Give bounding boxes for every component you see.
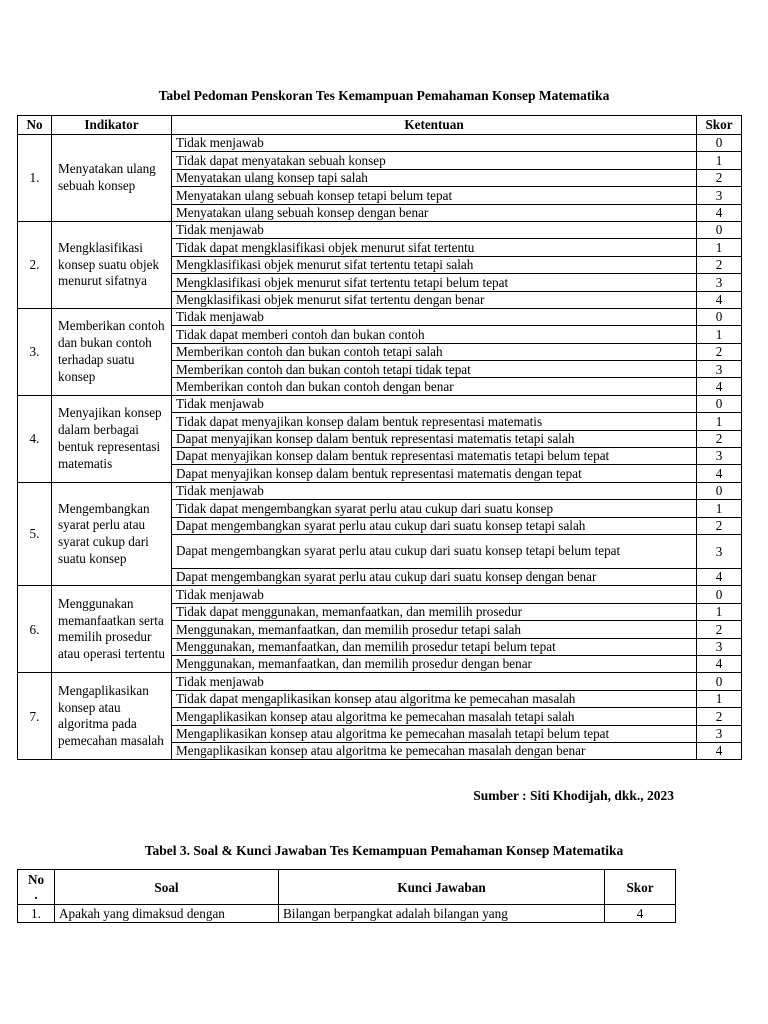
score-cell: 0 [697,395,742,412]
criteria-cell: Mengaplikasikan konsep atau algoritma ke pemecahan masalah tetapi salah [172,708,697,725]
criteria-cell: Tidak dapat menyatakan sebuah konsep [172,152,697,169]
criteria-cell: Tidak menjawab [172,308,697,325]
score-cell: 2 [697,169,742,186]
score-cell: 4 [697,465,742,482]
indicator-text: Menyajikan konsep dalam berbagai bentuk representasi matematis [52,395,172,482]
score-cell: 3 [697,638,742,655]
question-key-table [17,869,676,923]
score-cell: 4 [697,655,742,672]
score-cell: 2 [697,621,742,638]
criteria-cell: Tidak dapat mengaplikasikan konsep atau algoritma ke pemecahan masalah [172,690,697,707]
score-cell: 0 [697,308,742,325]
table-row [18,673,742,690]
criteria-cell: Menyatakan ulang konsep tapi salah [172,169,697,186]
table3-header-row [18,870,676,905]
criteria-cell: Tidak dapat menyajikan konsep dalam bentuk representasi matematis [172,413,697,430]
table-row [18,395,742,412]
score-cell: 4 [697,378,742,395]
criteria-cell: Menggunakan, memanfaatkan, dan memilih prosedur tetapi belum tepat [172,638,697,655]
criteria-cell: Tidak menjawab [172,673,697,690]
criteria-cell: Mengklasifikasi objek menurut sifat tertentu tetapi salah [172,256,697,273]
score-cell: 4 [697,568,742,585]
score-cell: 1 [697,603,742,620]
score-cell: 2 [697,517,742,534]
scoring-guide-body [18,135,742,760]
criteria-cell: Dapat mengembangkan syarat perlu atau cukup dari suatu konsep tetapi salah [172,517,697,534]
criteria-cell: Menyatakan ulang sebuah konsep tetapi belum tepat [172,187,697,204]
score-cell: 1 [697,152,742,169]
criteria-cell: Menggunakan, memanfaatkan, dan memilih prosedur dengan benar [172,655,697,672]
score-cell: 2 [697,430,742,447]
header-no: No [18,116,52,135]
criteria-cell: Dapat menyajikan konsep dalam bentuk representasi matematis tetapi salah [172,430,697,447]
score-cell: 2 [697,343,742,360]
score-cell: 3 [697,448,742,465]
answer-key-text: Bilangan berpangkat adalah bilangan yang [279,905,605,923]
score-cell: 4 [697,204,742,221]
question-key-body [18,905,676,923]
question-text: Apakah yang dimaksud dengan [55,905,279,923]
score-cell: 3 [697,274,742,291]
score-cell: 0 [697,673,742,690]
table3-header-soal: Soal [55,870,279,905]
criteria-cell: Memberikan contoh dan bukan contoh dengan benar [172,378,697,395]
criteria-cell: Tidak menjawab [172,221,697,238]
indicator-number: 4. [18,395,52,482]
score-cell: 1 [697,413,742,430]
indicator-number: 7. [18,673,52,760]
indicator-number: 2. [18,221,52,308]
criteria-cell: Memberikan contoh dan bukan contoh tetapi salah [172,343,697,360]
score-cell: 1 [697,239,742,256]
score-cell: 3 [697,534,742,568]
criteria-cell: Dapat mengembangkan syarat perlu atau cukup dari suatu konsep dengan benar [172,568,697,585]
indicator-text: Memberikan contoh dan bukan contoh terhadap suatu konsep [52,308,172,395]
criteria-cell: Tidak menjawab [172,395,697,412]
score-cell: 3 [697,187,742,204]
criteria-cell: Memberikan contoh dan bukan contoh tetapi tidak tepat [172,361,697,378]
criteria-cell: Dapat menyajikan konsep dalam bentuk representasi matematis tetapi belum tepat [172,448,697,465]
score-cell: 4 [697,742,742,759]
score-cell: 1 [697,326,742,343]
score-cell: 2 [697,256,742,273]
indicator-number: 3. [18,308,52,395]
table3-header-kunci: Kunci Jawaban [279,870,605,905]
criteria-cell: Tidak menjawab [172,586,697,603]
indicator-number: 5. [18,482,52,586]
header-skor: Skor [697,116,742,135]
score-cell: 1 [697,500,742,517]
criteria-cell: Tidak menjawab [172,482,697,499]
indicator-text: Menggunakan memanfaatkan serta memilih prosedur atau operasi tertentu [52,586,172,673]
table-row [18,308,742,325]
header-row [18,116,742,135]
criteria-cell: Tidak dapat menggunakan, memanfaatkan, dan memilih prosedur [172,603,697,620]
score-cell: 0 [697,586,742,603]
criteria-cell: Mengaplikasikan konsep atau algoritma ke pemecahan masalah dengan benar [172,742,697,759]
table-row [18,135,742,152]
scoring-guide-table [17,115,742,760]
header-ketentuan: Ketentuan [172,116,697,135]
criteria-cell: Tidak dapat memberi contoh dan bukan contoh [172,326,697,343]
source-citation: Sumber : Siti Khodijah, dkk., 2023 [473,788,674,803]
score-cell: 0 [697,135,742,152]
table-row [18,221,742,238]
score-cell: 0 [697,221,742,238]
indicator-text: Mengaplikasikan konsep atau algoritma pada pemecahan masalah [52,673,172,760]
header-indikator: Indikator [52,116,172,135]
question-number: 1. [18,905,55,923]
criteria-cell: Dapat mengembangkan syarat perlu atau cukup dari suatu konsep tetapi belum tepat [172,534,697,568]
criteria-cell: Mengklasifikasi objek menurut sifat tertentu dengan benar [172,291,697,308]
table-row [18,482,742,499]
criteria-cell: Tidak dapat mengklasifikasi objek menurut sifat tertentu [172,239,697,256]
criteria-cell: Mengklasifikasi objek menurut sifat tertentu tetapi belum tepat [172,274,697,291]
indicator-number: 1. [18,135,52,222]
criteria-cell: Dapat menyajikan konsep dalam bentuk representasi matematis dengan tepat [172,465,697,482]
criteria-cell: Menggunakan, memanfaatkan, dan memilih prosedur tetapi salah [172,621,697,638]
criteria-cell: Mengaplikasikan konsep atau algoritma ke pemecahan masalah tetapi belum tepat [172,725,697,742]
question-score: 4 [605,905,676,923]
main-table-title: Tabel Pedoman Penskoran Tes Kemampuan Pemahaman Konsep Matematika [158,88,610,103]
score-cell: 0 [697,482,742,499]
score-cell: 4 [697,291,742,308]
table3-header-skor: Skor [605,870,676,905]
score-cell: 3 [697,725,742,742]
criteria-cell: Menyatakan ulang sebuah konsep dengan benar [172,204,697,221]
table3-header-no: No . [18,870,55,905]
criteria-cell: Tidak dapat mengembangkan syarat perlu atau cukup dari suatu konsep [172,500,697,517]
score-cell: 2 [697,708,742,725]
indicator-text: Menyatakan ulang sebuah konsep [52,135,172,222]
criteria-cell: Tidak menjawab [172,135,697,152]
table-row [18,586,742,603]
indicator-text: Mengklasifikasi konsep suatu objek menurut sifatnya [52,221,172,308]
table3-row [18,905,676,923]
indicator-text: Mengembangkan syarat perlu atau syarat cukup dari suatu konsep [52,482,172,586]
score-cell: 3 [697,361,742,378]
score-cell: 1 [697,690,742,707]
table3-title: Tabel 3. Soal & Kunci Jawaban Tes Kemampuan Pemahaman Konsep Matematika [144,843,624,858]
indicator-number: 6. [18,586,52,673]
